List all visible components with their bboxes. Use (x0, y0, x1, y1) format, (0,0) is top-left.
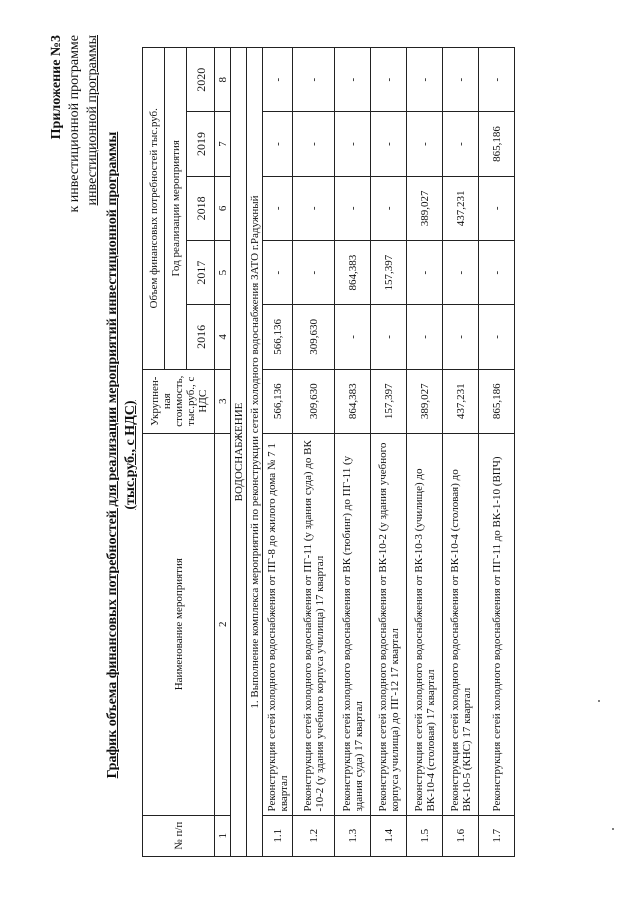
row-num: 1.5 (407, 815, 443, 856)
row-num: 1.4 (371, 815, 407, 856)
row-2017: 864,383 (335, 240, 371, 304)
row-2020: - (443, 48, 479, 112)
header-year-2019: 2019 (187, 112, 215, 176)
table-row (407, 48, 443, 857)
header-years: Год реализации мероприятия (165, 48, 187, 370)
row-2019: - (335, 112, 371, 176)
table-row (371, 48, 407, 857)
index-cell: 3 (215, 369, 231, 433)
row-2018: - (335, 176, 371, 240)
table-row (335, 48, 371, 857)
row-2016: - (479, 305, 515, 369)
row-cost: 309,630 (293, 369, 335, 433)
row-2018: 389,027 (407, 176, 443, 240)
header-year-2016: 2016 (187, 305, 215, 369)
row-name: Реконструкция сетей холодного водоснабжения от ПГ-11 до ВК-1-10 (ВПЧ) (479, 433, 515, 815)
table-row (263, 48, 293, 857)
row-2018: - (479, 176, 515, 240)
index-cell: 1 (215, 815, 231, 856)
row-num: 1.2 (293, 815, 335, 856)
row-2019: 865,186 (479, 112, 515, 176)
row-2019: - (293, 112, 335, 176)
row-2017: - (479, 240, 515, 304)
subsection-title: 1. Выполнение комплекса мероприятий по реконструкции сетей холодного водоснабжения ЗАТО г.Радужный (247, 48, 263, 857)
table-row (443, 48, 479, 857)
row-2018: 437,231 (443, 176, 479, 240)
row-2020: - (263, 48, 293, 112)
row-2020: - (407, 48, 443, 112)
row-2017: - (263, 240, 293, 304)
row-2017: - (293, 240, 335, 304)
row-2018: - (371, 176, 407, 240)
table-row (479, 48, 515, 857)
index-cell: 7 (215, 112, 231, 176)
row-name: Реконструкция сетей холодного водоснабжения от ВК (тюбинг) до ПГ-11 (у здания суда) 17 квартал (335, 433, 371, 815)
header-cost: Укрупнен-ная стоимость, тыс.руб., с НДС (143, 369, 215, 433)
row-2016: - (371, 305, 407, 369)
header-year-2017: 2017 (187, 240, 215, 304)
annex-subtitle: к инвестиционной программе (67, 35, 82, 213)
row-2020: - (371, 48, 407, 112)
row-cost: 389,027 (407, 369, 443, 433)
header-finance: Объем финансовых потребностей тыс.руб. (143, 48, 165, 370)
index-cell: 8 (215, 48, 231, 112)
index-cell: 2 (215, 433, 231, 815)
section-title: ВОДОСНАБЖЕНИЕ (231, 48, 247, 857)
row-name: Реконструкция сетей холодного водоснабжения от ВК-10-2 (у здания учебного корпуса училища) до ПГ-12 17 квартал (371, 433, 407, 815)
row-cost: 437,231 (443, 369, 479, 433)
header-name: Наименование мероприятия (143, 433, 215, 815)
row-num: 1.6 (443, 815, 479, 856)
row-num: 1.3 (335, 815, 371, 856)
row-num: 1.7 (479, 815, 515, 856)
row-2017: - (443, 240, 479, 304)
row-cost: 566,136 (263, 369, 293, 433)
row-name: Реконструкция сетей холодного водоснабжения от ВК-10-3 (училище) до ВК-10-4 (столовая) 17 квартал (407, 433, 443, 815)
index-cell: 6 (215, 176, 231, 240)
row-2016: 566,136 (263, 305, 293, 369)
row-2016: - (335, 305, 371, 369)
row-2020: - (335, 48, 371, 112)
row-2019: - (263, 112, 293, 176)
row-cost: 864,383 (335, 369, 371, 433)
row-cost: 157,397 (371, 369, 407, 433)
row-num: 1.1 (263, 815, 293, 856)
scan-speck (612, 828, 614, 830)
row-2020: - (479, 48, 515, 112)
row-2020: - (293, 48, 335, 112)
header-year-2018: 2018 (187, 176, 215, 240)
scan-speck (598, 700, 600, 702)
row-2018: - (293, 176, 335, 240)
page-subtitle: (тыс.руб., с НДС) (123, 400, 138, 510)
row-cost: 865,186 (479, 369, 515, 433)
row-2016: - (407, 305, 443, 369)
index-cell: 5 (215, 240, 231, 304)
table-row (293, 48, 335, 857)
financing-table (142, 47, 515, 857)
row-name: Реконструкция сетей холодного водоснабжения от ПГ-8 до жилого дома № 7 1 квартал (263, 433, 293, 815)
header-year-2020: 2020 (187, 48, 215, 112)
page-title: График объема финансовых потребностей для реализации мероприятий инвестиционной программы (105, 131, 120, 779)
row-name: Реконструкция сетей холодного водоснабжения от ВК-10-4 (столовая) до ВК-10-5 (КНС) 17 квартал (443, 433, 479, 815)
index-cell: 4 (215, 305, 231, 369)
row-2018: - (263, 176, 293, 240)
row-2019: - (407, 112, 443, 176)
row-2016: - (443, 305, 479, 369)
row-2017: - (407, 240, 443, 304)
annex-subtitle-2: инвестиционной программы (85, 35, 100, 206)
index-row (215, 48, 231, 857)
row-2019: - (443, 112, 479, 176)
row-name: Реконструкция сетей холодного водоснабжения от ПГ-11 (у здания суда) до ВК -10-2 (у здания учебного корпуса училища) 17 квартал (293, 433, 335, 815)
annex-title: Приложение №3 (49, 35, 64, 140)
row-2017: 157,397 (371, 240, 407, 304)
row-2019: - (371, 112, 407, 176)
row-2016: 309,630 (293, 305, 335, 369)
header-num: № п/п (143, 815, 215, 856)
